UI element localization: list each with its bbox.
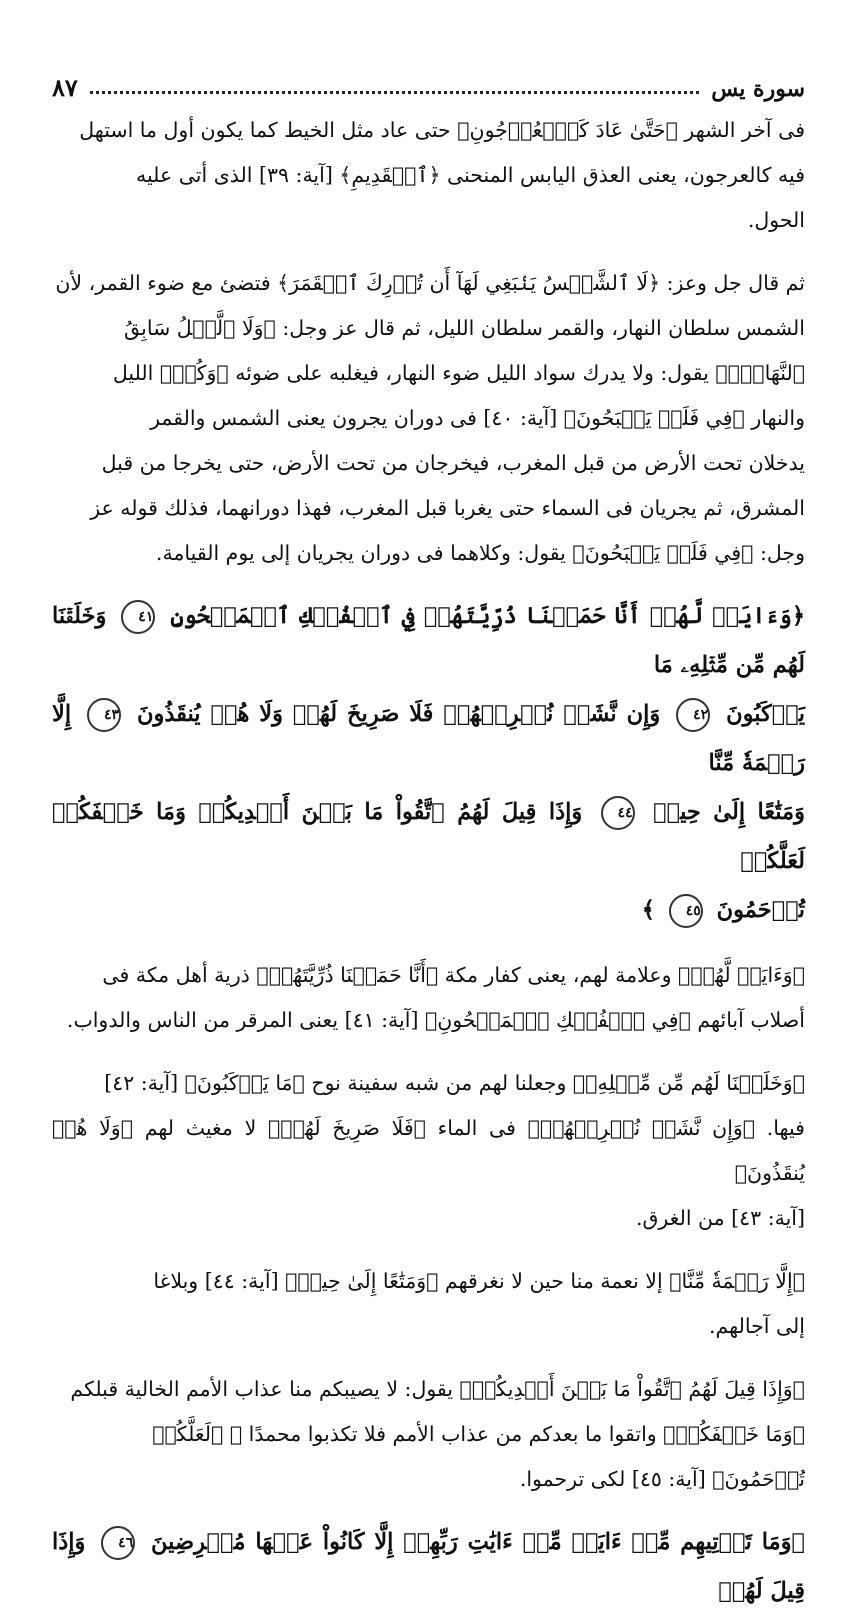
verse-text: وَخَلَقۡنَا لَهُم مِّن مِّثۡلِهِۦ مَا (52, 603, 805, 678)
text-line: أصلاب آبائهم ﴿فِي ٱلۡفُلۡكِ ٱلۡمَشۡحُونِ﴾ [آية: ٤١] يعنى المرقر من الناس والدواب. (66, 1008, 805, 1032)
verse-number-marker: ٤٣ (87, 698, 121, 732)
text-line: ﴿إِلَّا رَحۡمَةٗ مِّنَّا﴾ إلا نعمة منا حين لا نغرقهم ﴿وَمَتَٰعًا إِلَىٰ حِينٖ﴾ [آية: ٤٤] وبلاغا (153, 1269, 805, 1293)
page-number: ٨٧ (52, 73, 78, 102)
quran-verse-block (52, 1518, 805, 1616)
verse-text: وَإِذَا قِيلَ لَهُمُ ٱتَّقُواْ مَا بَيۡنَ أَيۡدِيكُمۡ وَمَا خَلۡفَكُمۡ لَعَلَّكُمۡ (52, 799, 805, 874)
text-line: تُرۡحَمُونَ﴾ [آية: ٤٥] لكى ترحموا. (519, 1467, 805, 1491)
verse-text: إِلَّا رَحۡمَةٗ مِّنَّا (52, 701, 805, 776)
commentary-paragraph (52, 953, 805, 1043)
verse-text: ﴾ (641, 897, 655, 923)
verse-text: يَرۡكَبُونَ (726, 701, 805, 727)
commentary-paragraph (52, 108, 805, 243)
text-line: ٱلنَّهَارِۚ﴾ يقول: ولا يدرك سواد الليل ضوء النهار، فيغلبه على ضوئه ﴿وَكُلٞ﴾ الليل (112, 361, 805, 385)
text-line: [آية: ٤٣] من الغرق. (635, 1206, 805, 1230)
page-header (52, 0, 805, 102)
text-line: إلى آجالهم. (708, 1314, 805, 1338)
verse-text: وَمَتَٰعًا إِلَىٰ حِينٖ (653, 799, 805, 825)
text-line: يدخلان تحت الأرض من قبل المغرب، فيخرجان من تحت الأرض، حتى يخرجا من قبل (101, 451, 805, 475)
text-line: والنهار ﴿فِي فَلَكٖ يَسۡبَحُونَ﴾ [آية: ٤٠] فى دوران يجرون يعنى الشمس والقمر (150, 406, 805, 430)
text-line: فى آخر الشهر ﴿حَتَّىٰ عَادَ كَٱلۡعُرۡجُونِ﴾ حتى عاد مثل الخيط كما يكون أول ما استهل (79, 118, 805, 142)
text-line: ﴿وَإِذَا قِيلَ لَهُمُ ٱتَّقُواْ مَا بَيۡنَ أَيۡدِيكُمۡ﴾ يقول: لا يصيبكم منا عذاب الأمم الخالية قبلكم (70, 1377, 805, 1401)
text-line: فيه كالعرجون، يعنى العذق اليابس المنحنى ﴿ٱلۡقَدِيمِ﴾ [آية: ٣٩] الذى أتى عليه (136, 163, 805, 187)
text-line: وجل: ﴿فِي فَلَكٖ يَسۡبَحُونَ﴾ يقول: وكلاهما فى دوران يجريان إلى يوم القيامة. (155, 541, 805, 565)
text-line: الحول. (747, 208, 805, 232)
surah-title: سورة يس (711, 76, 805, 102)
text-line: المشرق، ثم يجريان فى السماء حتى يغربا قبل المغرب، فهذا دورانهما، فذلك قوله عز (90, 496, 805, 520)
text-line: ﴿وَءَايَةٞ لَّهُمۡ﴾ وعلامة لهم، يعنى كفار مكة ﴿أَنَّا حَمَلۡنَا ذُرِّيَّتَهُمۡ﴾ ذرية أهل مكة فى (102, 963, 805, 987)
text-line: ثم قال جل وعز: ﴿لَا ٱلشَّمۡسُ يَنۢبَغِي لَهَآ أَن تُدۡرِكَ ٱلۡقَمَرَ﴾ فتضئ مع ضوء القمر، لأن (55, 271, 805, 295)
commentary-paragraph (52, 1061, 805, 1241)
verse-text: ﴿وَءَايَةٞ لَّهُمۡ أَنَّا حَمَلۡنَا ذُرِّيَّتَهُمۡ فِي ٱلۡفُلۡكِ ٱلۡمَشۡحُونِ (170, 603, 806, 629)
verse-number-marker: ٤٦ (101, 1526, 135, 1560)
verse-number-marker: ٤١ (121, 600, 155, 634)
page-content (52, 108, 805, 1616)
verse-number-marker: ٤٤ (601, 796, 635, 830)
text-line: ﴿وَخَلَقۡنَا لَهُم مِّن مِّثۡلِهِۦ﴾ وجعلنا لهم من شبه سفينة نوح ﴿مَا يَرۡكَبُونَ﴾ [آية: ٤٢] (104, 1071, 805, 1095)
text-line: الشمس سلطان النهار، والقمر سلطان الليل، ثم قال عز وجل: ﴿وَلَا ٱلَّيۡلُ سَابِقُ (124, 316, 805, 340)
commentary-paragraph (52, 261, 805, 576)
header-dotted-leader (90, 91, 699, 94)
verse-text: وَإِن نَّشَأۡ نُغۡرِقۡهُمۡ فَلَا صَرِيخَ لَهُمۡ وَلَا هُمۡ يُنقَذُونَ (136, 701, 661, 727)
quran-verse-block (52, 592, 805, 935)
text-line: ﴿وَمَا خَلۡفَكُمۡ﴾ واتقوا ما بعدكم من عذاب الأمم فلا تكذبوا محمدًا ﷺ ﴿لَعَلَّكُمۡ (152, 1422, 805, 1446)
verse-text: تُرۡحَمُونَ (716, 897, 805, 923)
text-line: فيها. ﴿وَإِن نَّشَأۡ نُغۡرِقۡهُمۡ﴾ فى الماء ﴿فَلَا صَرِيخَ لَهُمۡ﴾ لا مغيث لهم ﴿وَلَا هُمۡ يُنقَذُونَ﴾ (52, 1116, 805, 1185)
commentary-paragraph (52, 1259, 805, 1349)
commentary-paragraph (52, 1367, 805, 1502)
verse-number-marker: ٤٥ (669, 894, 703, 928)
verse-text: وَإِذَا قِيلَ لَهُمۡ (52, 1529, 805, 1604)
verse-number-marker: ٤٢ (676, 698, 710, 732)
verse-text: ﴿وَمَا تَأۡتِيهِم مِّنۡ ءَايَةٖ مِّنۡ ءَايَٰتِ رَبِّهِمۡ إِلَّا كَانُواْ عَنۡهَا مُعۡرِضِينَ (151, 1529, 805, 1555)
